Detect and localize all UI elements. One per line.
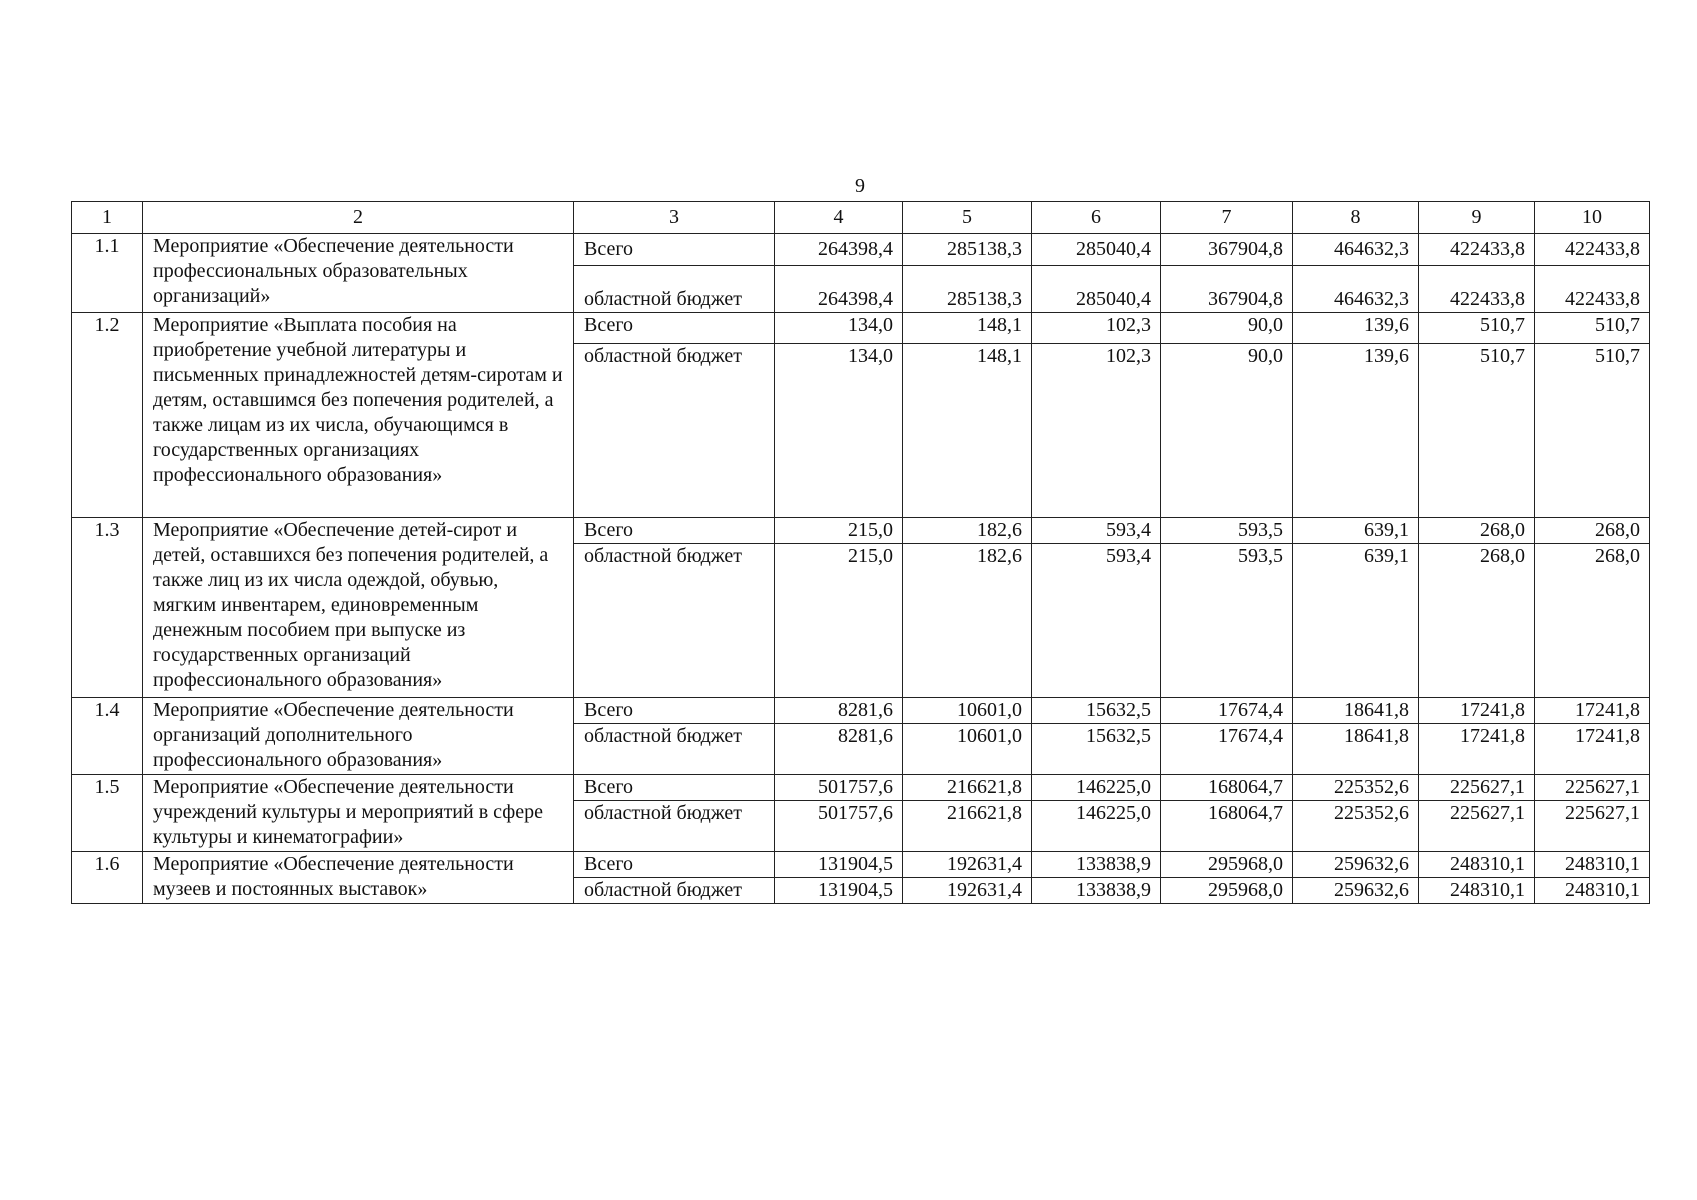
row-code: 1.4 (72, 698, 143, 775)
value-cell: 639,1 (1293, 518, 1419, 544)
value-cell: 216621,8 (903, 801, 1032, 852)
value-cell: 248310,1 (1419, 878, 1535, 904)
value-cell: 259632,6 (1293, 878, 1419, 904)
value-cell: 264398,4 (775, 234, 903, 266)
value-cell: 248310,1 (1535, 852, 1650, 878)
value-cell: 295968,0 (1161, 878, 1293, 904)
value-cell: 593,4 (1032, 518, 1161, 544)
value-cell: 510,7 (1535, 313, 1650, 344)
value-cell: 268,0 (1535, 518, 1650, 544)
value-cell: 133838,9 (1032, 878, 1161, 904)
value-cell: 90,0 (1161, 344, 1293, 518)
source-cell: Всего (574, 852, 775, 878)
value-cell: 10601,0 (903, 698, 1032, 724)
value-cell: 148,1 (903, 344, 1032, 518)
value-cell: 593,4 (1032, 544, 1161, 698)
value-cell: 510,7 (1419, 344, 1535, 518)
value-cell: 422433,8 (1535, 266, 1650, 313)
value-cell: 17674,4 (1161, 698, 1293, 724)
value-cell: 18641,8 (1293, 724, 1419, 775)
value-cell: 422433,8 (1419, 234, 1535, 266)
value-cell: 17241,8 (1419, 724, 1535, 775)
value-cell: 15632,5 (1032, 698, 1161, 724)
row-name: Мероприятие «Обеспечение деятельности музеев и постоянных выставок» (143, 852, 574, 904)
column-header: 1 (72, 202, 143, 234)
value-cell: 285138,3 (903, 266, 1032, 313)
header-row (72, 202, 1650, 234)
table-row (72, 234, 1650, 266)
value-cell: 215,0 (775, 544, 903, 698)
value-cell: 15632,5 (1032, 724, 1161, 775)
value-cell: 215,0 (775, 518, 903, 544)
value-cell: 168064,7 (1161, 801, 1293, 852)
value-cell: 248310,1 (1535, 878, 1650, 904)
value-cell: 102,3 (1032, 344, 1161, 518)
value-cell: 225352,6 (1293, 775, 1419, 801)
row-code: 1.3 (72, 518, 143, 698)
value-cell: 285040,4 (1032, 234, 1161, 266)
value-cell: 10601,0 (903, 724, 1032, 775)
row-name: Мероприятие «Обеспечение деятельности профессиональных образовательных организаций» (143, 234, 574, 313)
value-cell: 225627,1 (1419, 775, 1535, 801)
column-header: 4 (775, 202, 903, 234)
value-cell: 268,0 (1535, 544, 1650, 698)
source-cell: областной бюджет (574, 801, 775, 852)
value-cell: 510,7 (1535, 344, 1650, 518)
value-cell: 139,6 (1293, 313, 1419, 344)
column-header: 8 (1293, 202, 1419, 234)
value-cell: 285040,4 (1032, 266, 1161, 313)
source-cell: областной бюджет (574, 724, 775, 775)
value-cell: 17241,8 (1535, 724, 1650, 775)
value-cell: 268,0 (1419, 518, 1535, 544)
value-cell: 168064,7 (1161, 775, 1293, 801)
value-cell: 8281,6 (775, 698, 903, 724)
value-cell: 285138,3 (903, 234, 1032, 266)
value-cell: 268,0 (1419, 544, 1535, 698)
value-cell: 134,0 (775, 313, 903, 344)
value-cell: 593,5 (1161, 518, 1293, 544)
column-header: 2 (143, 202, 574, 234)
value-cell: 639,1 (1293, 544, 1419, 698)
value-cell: 225627,1 (1419, 801, 1535, 852)
table-row (72, 698, 1650, 724)
budget-table (71, 201, 1650, 904)
source-cell: Всего (574, 698, 775, 724)
value-cell: 90,0 (1161, 313, 1293, 344)
value-cell: 146225,0 (1032, 801, 1161, 852)
source-cell: областной бюджет (574, 878, 775, 904)
value-cell: 225627,1 (1535, 801, 1650, 852)
value-cell: 464632,3 (1293, 266, 1419, 313)
row-name: Мероприятие «Обеспечение детей-сирот и детей, оставшихся без попечения родителей, а также лиц из их числа одеждой, обувью, мягким инвентарем, единовременным денежным пособием при выпуске из государственных организаций профессионального образования» (143, 518, 574, 698)
value-cell: 248310,1 (1419, 852, 1535, 878)
row-code: 1.6 (72, 852, 143, 904)
table-row (72, 518, 1650, 544)
source-cell: Всего (574, 313, 775, 344)
value-cell: 225627,1 (1535, 775, 1650, 801)
value-cell: 192631,4 (903, 852, 1032, 878)
value-cell: 148,1 (903, 313, 1032, 344)
value-cell: 367904,8 (1161, 234, 1293, 266)
value-cell: 8281,6 (775, 724, 903, 775)
value-cell: 510,7 (1419, 313, 1535, 344)
row-code: 1.1 (72, 234, 143, 313)
value-cell: 17241,8 (1419, 698, 1535, 724)
column-header: 7 (1161, 202, 1293, 234)
source-cell: Всего (574, 518, 775, 544)
row-name: Мероприятие «Обеспечение деятельности учреждений культуры и мероприятий в сфере культуры и кинематографии» (143, 775, 574, 852)
value-cell: 464632,3 (1293, 234, 1419, 266)
column-header: 10 (1535, 202, 1650, 234)
value-cell: 131904,5 (775, 852, 903, 878)
source-cell: областной бюджет (574, 544, 775, 698)
value-cell: 134,0 (775, 344, 903, 518)
value-cell: 182,6 (903, 544, 1032, 698)
value-cell: 422433,8 (1535, 234, 1650, 266)
row-code: 1.5 (72, 775, 143, 852)
value-cell: 501757,6 (775, 775, 903, 801)
value-cell: 182,6 (903, 518, 1032, 544)
value-cell: 367904,8 (1161, 266, 1293, 313)
value-cell: 102,3 (1032, 313, 1161, 344)
source-cell: областной бюджет (574, 344, 775, 518)
value-cell: 18641,8 (1293, 698, 1419, 724)
source-cell: областной бюджет (574, 266, 775, 313)
source-cell: Всего (574, 234, 775, 266)
source-cell: Всего (574, 775, 775, 801)
value-cell: 192631,4 (903, 878, 1032, 904)
value-cell: 146225,0 (1032, 775, 1161, 801)
column-header: 5 (903, 202, 1032, 234)
row-code: 1.2 (72, 313, 143, 518)
value-cell: 295968,0 (1161, 852, 1293, 878)
page-number: 9 (855, 175, 865, 197)
column-header: 9 (1419, 202, 1535, 234)
value-cell: 131904,5 (775, 878, 903, 904)
value-cell: 225352,6 (1293, 801, 1419, 852)
value-cell: 17674,4 (1161, 724, 1293, 775)
value-cell: 422433,8 (1419, 266, 1535, 313)
value-cell: 216621,8 (903, 775, 1032, 801)
value-cell: 501757,6 (775, 801, 903, 852)
table-row (72, 775, 1650, 801)
value-cell: 264398,4 (775, 266, 903, 313)
value-cell: 139,6 (1293, 344, 1419, 518)
row-name: Мероприятие «Выплата пособия на приобретение учебной литературы и письменных принадлежностей детям-сиротам и детям, оставшимся без попечения родителей, а также лицам из их числа, обучающимся в государственных организациях профессионального образования» (143, 313, 574, 518)
table-row (72, 313, 1650, 344)
row-name: Мероприятие «Обеспечение деятельности организаций дополнительного профессионального образования» (143, 698, 574, 775)
value-cell: 259632,6 (1293, 852, 1419, 878)
value-cell: 133838,9 (1032, 852, 1161, 878)
value-cell: 593,5 (1161, 544, 1293, 698)
table-row (72, 852, 1650, 878)
value-cell: 17241,8 (1535, 698, 1650, 724)
column-header: 6 (1032, 202, 1161, 234)
column-header: 3 (574, 202, 775, 234)
